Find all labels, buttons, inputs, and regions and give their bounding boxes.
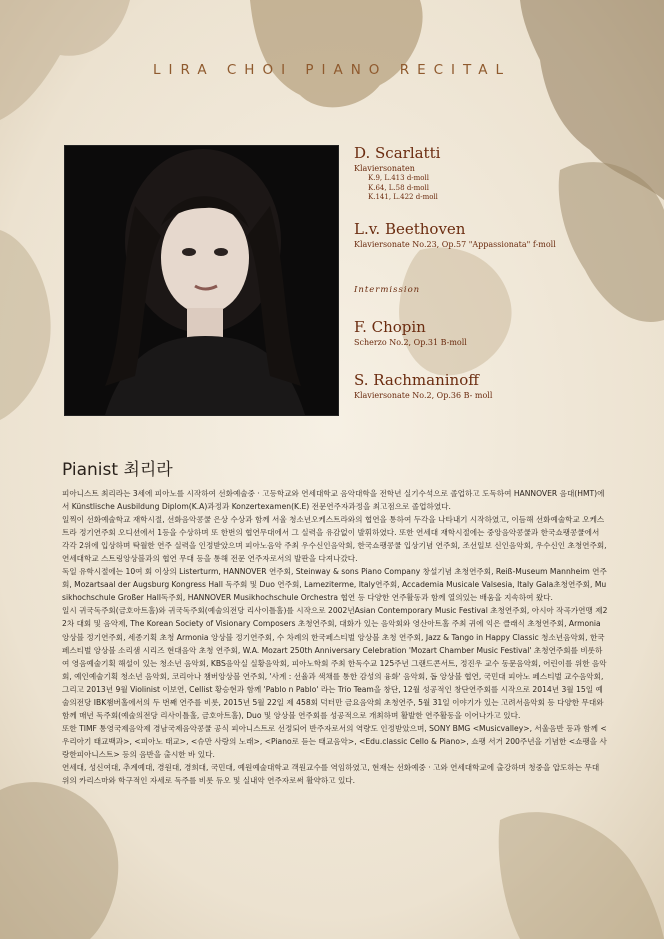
bio-heading: Pianist 최리라 [62, 460, 173, 480]
bio-paragraph: 일찍이 선화예술학교 재학시절, 선화음악콩쿨 은상 수상과 함께 서울 청소년오케스트라와의 협연을 통하여 두각을 나타내기 시작하였고, 이듬해 선화예술학교 오케스트라 정기연주회 오디션에서 1등을 수상하며 또 한번의 협연무대에서 그 실력을 유감없이 발휘하였다. 또한 연세대 재학시절에는 중앙음악콩쿨과 한국쇼팽콩쿨에서 각각 2위에 입상하며 탁월한 연주 실력을 인정받았으며 피아노음악 주최 우수신인음악회, 한국쇼팽콩쿨 입상기념 연주회, 조선일보 신인음악회, 우수신인 초청연주회, 연세대학교 스트링앙상블과의 협연 무대 등을 통해 전문 연주자로서의 발판을 다져나갔다. [62, 515, 607, 564]
composer-name: F. Chopin [354, 317, 426, 336]
work-title: Klaviersonate No.23, Op.57 "Appassionata" f-moll [354, 239, 556, 249]
work-detail: K.9, L.413 d-moll [368, 174, 429, 182]
work-title: Klaviersonaten [354, 164, 415, 173]
pianist-photo [64, 145, 339, 416]
intermission-label: Intermission [354, 284, 421, 295]
bio-paragraph: 연세대, 성신여대, 추계예대, 경원대, 경희대, 국민대, 예원예술대학교 객원교수를 역임하였고, 현재는 선화예중 · 고와 연세대학교에 출강하며 청중을 압도하는 무대 위의 카리스마와 학구적인 자세로 독주를 비롯 듀오 및 실내악 연주자로써 활약하고 있다. [62, 762, 600, 786]
work-title: Klaviersonate No.2, Op.36 B- moll [354, 390, 493, 400]
bio-paragraph: 피아니스트 최리라는 3세에 피아노를 시작하여 선화예술중 · 고등학교와 연세대학교 음악대학을 전학년 실기수석으로 졸업하고 도독하여 HANNOVER 음대(HMT)에서 Künstlische Ausbildung Diplom(K.A)과정과 Konzertexamen(K.E) 전문연주자과정을 최고점으로 졸업하였다. [62, 489, 605, 512]
bio-text [62, 487, 608, 787]
portrait-illustration [65, 146, 338, 415]
recital-title: LIRA CHOI PIANO RECITAL [153, 62, 511, 78]
program-item [354, 371, 654, 401]
program-item [354, 318, 654, 348]
program-list [354, 144, 654, 401]
composer-name: D. Scarlatti [354, 144, 441, 162]
work-detail: K.141, L.422 d-moll [368, 193, 438, 201]
program-item [354, 220, 654, 250]
intermission [354, 277, 654, 296]
composer-name: L.v. Beethoven [354, 219, 466, 238]
work-detail: K.64, L.58 d-moll [368, 183, 429, 192]
bio-paragraph: 또한 TIMF 통영국제음악제 경남국제음악콩쿨 공식 피아니스트로 선정되어 반주자로서의 역량도 인정받았으며, SONY BMG <Musicvalley>, 서울음반 등과 함께 <우리아기 태교백과>, <피아노 태교>, <슈만 사랑의 노래>, <Piano로 듣는 태교음악>, <Edu.classic Cello & Piano>, 쇼팽 서거 200주년을 기념한 <쇼팽을 사랑한피아니스트> 등의 음반을 출시한 바 있다. [62, 723, 607, 759]
work-title: Scherzo No.2, Op.31 B-moll [354, 337, 467, 347]
bio-paragraph: 일시 귀국독주회(금호아트홀)와 귀국독주회(예술의전당 리사이틀홀)를 시작으로 2002년Asian Contemporary Music Festival 초청연주회, 아시아 작곡가연맹 제22차 대회 및 음악제, The Korean Society of Visionary Composers 초청연주회, 대화가 있는 음악회와 영산아트홀 주최 귀에 익은 클래식 초청연주회, Armonia 앙상블 정기연주회, 세종기획 초청 Armonia 앙상블 정기연주회, 수 차례의 한국페스티벌 앙상블 초청 연주회, Jazz & Tango in Happy Classic 청소년음악회, 한국페스티벌 앙상블 소리샘 시리즈 현대음악 초청 연주회, W.A. Mozart 250th Anniversary Celebration 'Mozart Chamber Music Festival' 초청연주회를 비롯하여 영음예술기획 해설이 있는 청소년 음악회, KBS음악실 실황음악회, 피아노학회 주최 한독수교 125주년 그랜드콘서트, 정진우 교수 동문음악회, 어린이를 위한 음악회, 예인예술기획 청소년 음악회, 코리아나 챔버앙상블 연주회, '사계 : 선율과 색채를 통한 감성의 융화' 음악회, 돕 앙상블 협연, 국민대 피아노 페스티벌 교수음악회, 그리고 2013년 9월 Violinist 이보연, Cellist 황승현과 함께 'Pablo n Pablo' 라는 Trio Team을 창단, 12월 성공적인 창단연주회를 시작으로 2014년 3월 15일 예술의전당 IBK챔버홀에서의 두 번째 연주를 비롯, 2015년 5월 22일 제 458회 덕터만 금요음악회 초청연주, 5월 31일 이야기가 있는 고려서음악회 등 다양한 무대와 함께 매년 독주회(예술의전당 리사이틀홀, 금호아트홀), Duo 및 앙상블 연주회를 성공적으로 개최하며 활발한 연주활동을 이어나가고 있다. [62, 606, 608, 720]
bio-paragraph: 독일 유학시절에는 10여 회 이상의 Listerturm, HANNOVER 연주회, Steinway & sons Piano Company 창설기념 초청연주회, Reiß-Museum Mannheim 연주회, Mozartsaal der Augsburg Kongress Hall 독주회 및 Duo 연주회, Lameziterme, Italy연주회, Accademia Musicale Valsesia, Italy Gala초청연주회, Musikhochschule Großer Hall독주회, HANNOVER Musikhochschule Orchestra 협연 등 다양한 연주활동과 함께 열의있는 배움을 지속하여 왔다. [62, 567, 607, 603]
composer-name: S. Rachmaninoff [354, 370, 479, 389]
program-item [354, 144, 654, 203]
